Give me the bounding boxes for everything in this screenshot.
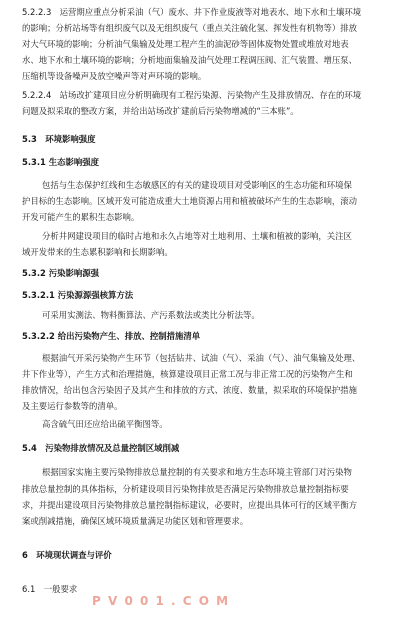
text-line: 域开发带来的生态累积影响和长期影响。 — [22, 247, 173, 257]
text-line: 对大气环境的影响；分析油气集输及处理工程产生的油泥砂等固体废物处置或堆放对地表 — [22, 39, 349, 49]
section-heading: 6 环境现状调查与评价 — [22, 550, 112, 560]
text-line: 求，并提出建设项目污染物排放总量控制指标建议，必要时，应提出具体可行的区域平衡方 — [22, 500, 357, 510]
text-line: 5.2.2.4 站场改扩建项目应分析明确现有工程污染源、污染物产生及排放情况、存在的环境 — [22, 90, 362, 100]
section-heading: 5.3 环境影响强度 — [22, 134, 96, 144]
text-line: 排放情况，给出包含污染因子及其产生和排放的方式、浓度、数量，拟采取的环境保护措施 — [22, 385, 357, 395]
section-heading: 5.3.2.2 给出污染物产生、排放、控制措施清单 — [22, 331, 201, 341]
text-line: 5.2.2.3 运营期应重点分析采油（气）废水、井下作业废液等对地表水、地下水和土壤环境 — [22, 7, 362, 17]
watermark: P V 0 0 1 . C O M — [92, 594, 230, 608]
text-line: 问题及拟采取的整改方案，并给出站场改扩建前后污染物增减的“三本账”。 — [22, 106, 299, 116]
text-line: 可采用实测法、物料衡算法、产污系数法或类比分析法等。 — [42, 310, 260, 320]
text-line: 6.1 一般要求 — [22, 584, 78, 594]
section-heading: 5.3.1 生态影响强度 — [22, 157, 100, 167]
section-heading: 5.4 污染物排放情况及总量控制区域削减 — [22, 443, 180, 453]
text-line: 水、地下水和土壤环境的影响；分析地面集输及油气处理工程调压阀、汇气装置、增压泵、 — [22, 55, 357, 65]
text-line: 井下作业等），产生方式和治理措施，核算建设项目正常工况与非正常工况的污染物产生和 — [22, 369, 353, 379]
text-line: 根据油气开采污染物产生环节（包括钻井、试油（气）、采油（气）、油气集输及处理、 — [42, 353, 361, 363]
text-line: 分析井网建设项目的临时占地和永久占地等对土地利用、土壤和植被的影响，关注区 — [42, 231, 352, 241]
section-heading: 5.3.2 污染影响源强 — [22, 268, 100, 278]
text-line: 压缩机等设备噪声及放空噪声等对声环境的影响。 — [22, 71, 207, 81]
text-line: 护目标的生态影响。区域开发可能造成重大土地资源占用和植被破坏产生的生态影响，滚动 — [22, 196, 357, 206]
text-line: 根据国家实施主要污染物排放总量控制的有关要求和地方生态环境主管部门对污染物 — [42, 467, 352, 477]
section-heading: 5.3.2.1 污染源源强核算方法 — [22, 290, 134, 300]
text-line: 案或削减措施，确保区域环境质量满足功能区划和管理要求。 — [22, 516, 249, 526]
text-line: 及主要运行参数等的清单。 — [22, 401, 123, 411]
text-line: 包括与生态保护红线和生态敏感区的有关的建设项目对受影响区的生态功能和环境保 — [42, 180, 352, 190]
text-line: 高含硫气田还应给出硫平衡图等。 — [42, 419, 168, 429]
text-line: 开发可能产生的累积生态影响。 — [22, 212, 140, 222]
text-line: 排放总量控制的具体指标，分析建设项目污染物排放是否满足污染物排放总量控制指标要 — [22, 484, 349, 494]
text-line: 的影响；分析站场等有组织废气以及无组织废气（重点关注硫化氢、挥发性有机物等）排放 — [22, 23, 357, 33]
